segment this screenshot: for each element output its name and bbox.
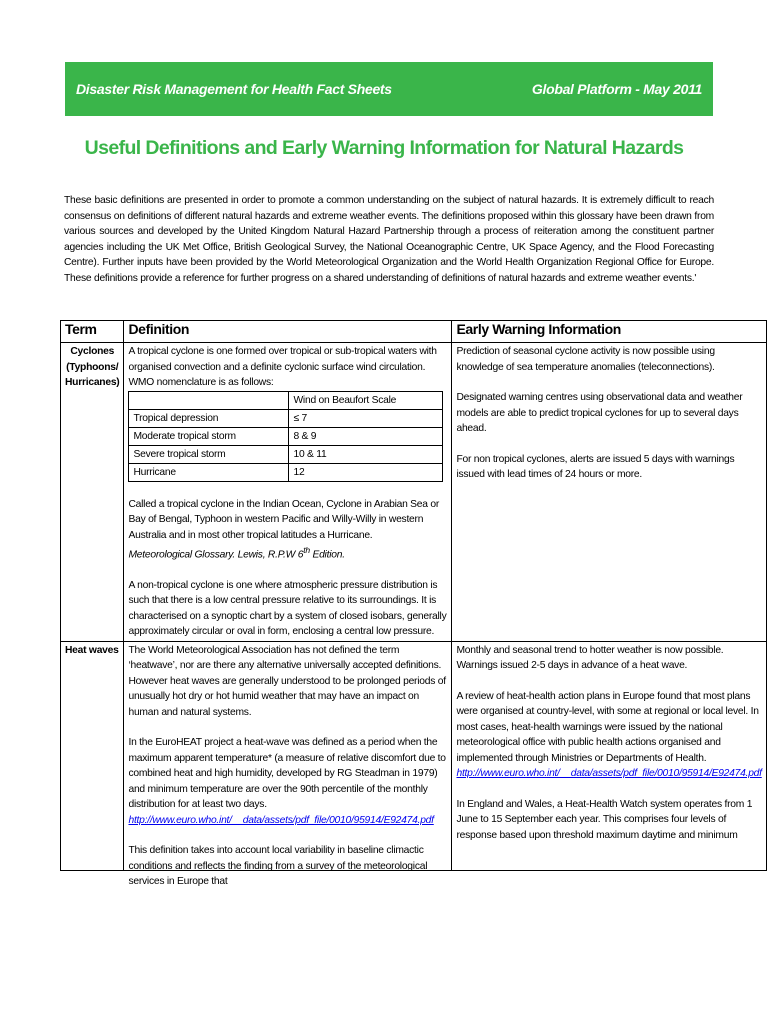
beaufort-name: Hurricane (129, 463, 289, 481)
heat-def-p2: In the EuroHEAT project a heat-wave was defined as a period when the maximum apparent temperature* (a measure of relative discomfort due to combined heat and high humidity, developed by RG Steadman in 1979) and minimum temperature are over the 90th percentile of the monthly distribution for at least two days. (128, 737, 446, 811)
intro-paragraph: These basic definitions are presented in order to promote a common understanding on the subject of natural hazards. It is extremely difficult to reach consensus on definitions of different natural hazards and extreme weather events. The definitions proposed within this glossary have been drawn from various sources and developed by the United Kingdom Natural Hazard Partnership through a process of reiteration among the constituent partner agencies including the UK Met Office, British Geological Survey, the National Oceanographic Centre, UK Space Agency, and the Flood Forecasting Centre). Further inputs have been provided by the World Meteorological Organization and the World Health Organization Regional Office for Europe. These definitions provide a reference for further progress on a shared understanding of definitions of natural hazards and extreme weather events.' (64, 195, 714, 284)
page-title: Useful Definitions and Early Warning Information for Natural Hazards (84, 137, 684, 159)
early-warning-heatwaves (452, 641, 766, 870)
beaufort-row (129, 409, 443, 427)
term-cyclones: Cyclones (Typhoons/ Hurricanes) (61, 343, 124, 642)
header-definition: Definition (124, 321, 452, 343)
heat-def-p3: This definition takes into account local variability in baseline climactic conditions and reflects the finding from a survey of the meteorological services in Europe that (128, 845, 428, 888)
table-row-heatwaves (61, 641, 767, 870)
cyclone-def-p1: A tropical cyclone is one formed over tropical or sub-tropical waters with organised convection and a definite cyclonic surface wind circulation. (128, 346, 437, 373)
heat-ew-p2: A review of heat-health action plans in Europe found that most plans were organised at country-level, with some at regional or local level. In most cases, heat-health warnings were issued by the national meteorological office with public health actions organised and implemented through Ministries or Departments of Health. (456, 690, 759, 764)
header-term: Term (61, 321, 124, 343)
source-text: Meteorological Glossary. Lewis, R.P.W 6 (128, 549, 304, 561)
header-right-title: Global Platform - May 2011 (531, 81, 702, 97)
early-warning-cyclones (452, 343, 766, 642)
beaufort-value: 10 & 11 (289, 445, 443, 463)
cyclone-source (128, 543, 447, 563)
table-header-row (61, 321, 767, 343)
definition-cyclones (124, 343, 452, 642)
cyclone-def-p4: A non-tropical cyclone is one where atmospheric pressure distribution is such that there is a low central pressure relative to its surroundings. It is characterised on a synoptic chart by a system of closed isobars, generally approximately circular or oval in form, enclosing a central low pressure. (128, 579, 447, 638)
heat-ew-p1: Monthly and seasonal trend to hotter weather is now possible. Warnings issued 2-5 days in advance of a heat wave. (456, 644, 724, 672)
beaufort-table (128, 391, 443, 482)
cyclone-def-p2: WMO nomenclature is as follows: (128, 377, 274, 388)
cyclone-def-p3: Called a tropical cyclone in the Indian Ocean, Cyclone in Arabian Sea or Bay of Bengal, Typhoon in western Pacific and Willy-Willy in western Australia and in most other tropical latitudes a Hurricane. (128, 498, 440, 541)
beaufort-name: Severe tropical storm (129, 445, 289, 463)
hazard-table (60, 320, 767, 888)
header-early-warning: Early Warning Information (452, 321, 766, 343)
beaufort-value: 8 & 9 (289, 427, 443, 445)
beaufort-name: Tropical depression (129, 409, 289, 427)
header-banner (65, 62, 713, 116)
heat-ew-p3: In England and Wales, a Heat-Health Watch system operates from 1 June to 15 September each year. This comprises four levels of response based upon threshold maximum daytime and minimum (456, 798, 753, 841)
beaufort-header-row (129, 391, 443, 409)
heat-ew-link[interactable]: http://www.euro.who.int/__data/assets/pdf_file/0010/95914/E92474.pdf (456, 768, 762, 780)
cyclone-ew-p3: For non tropical cyclones, alerts are issued 5 days with warnings issued with lead times of 24 hours or more. (456, 453, 735, 480)
beaufort-row (129, 445, 443, 463)
table-row-cyclones (61, 343, 767, 642)
beaufort-value: ≤ 7 (289, 409, 443, 427)
cyclone-ew-p1: Prediction of seasonal cyclone activity is now possible using knowledge of sea temperature anomalies (teleconnections). (456, 346, 715, 373)
beaufort-row (129, 463, 443, 481)
heat-def-p1: The World Meteorological Association has not defined the term ‘heatwave’, nor are there any alternative universally accepted definitions. However heat waves are generally understood to be prolonged periods of unusually hot dry or hot humid weather that may have an impact on human and natural systems. (128, 644, 446, 718)
definition-heatwaves (124, 641, 452, 888)
source-superscript: th (303, 545, 310, 555)
beaufort-row (129, 427, 443, 445)
beaufort-header: Wind on Beaufort Scale (289, 391, 443, 409)
source-text-end: Edition. (309, 549, 345, 561)
heat-def-link[interactable]: http://www.euro.who.int/__data/assets/pdf_file/0010/95914/E92474.pdf (128, 814, 434, 826)
beaufort-name: Moderate tropical storm (129, 427, 289, 445)
cyclone-ew-p2: Designated warning centres using observational data and weather models are able to predict tropical cyclones for up to several days ahead. (456, 392, 743, 434)
header-left-title: Disaster Risk Management for Health Fact Sheets (76, 81, 392, 97)
beaufort-value: 12 (289, 463, 443, 481)
term-heatwaves: Heat waves (61, 641, 124, 870)
